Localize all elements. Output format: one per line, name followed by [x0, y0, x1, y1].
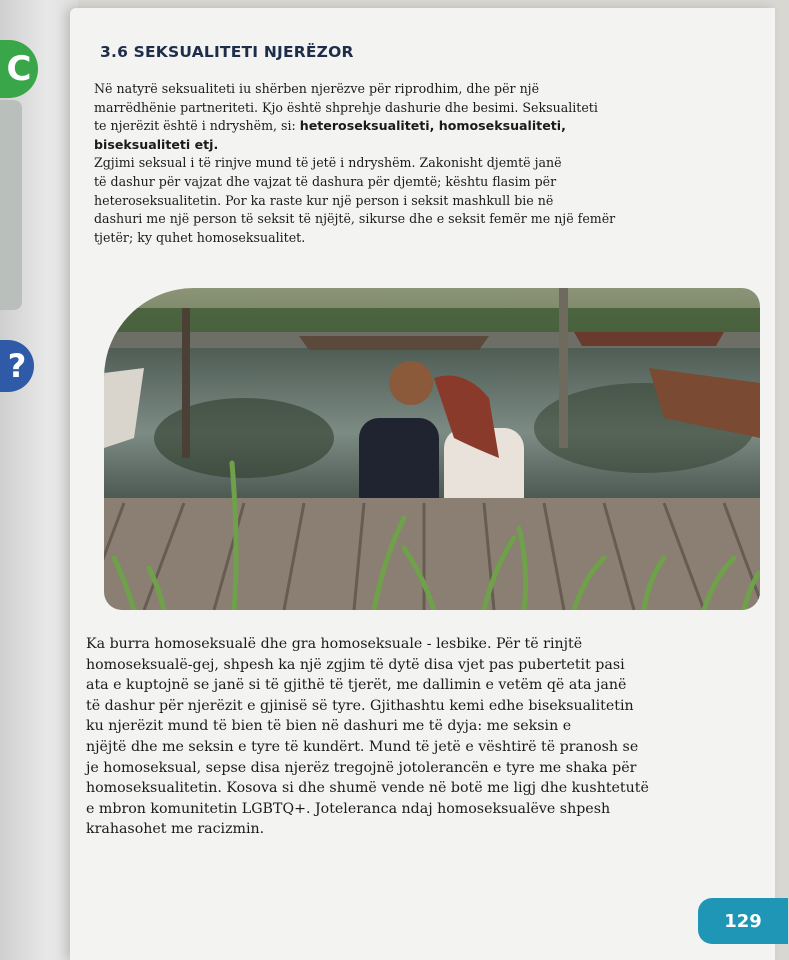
text-line: dashuri me një person të seksit të njëjtë, sikurse dhe e seksit femër me një femër — [94, 211, 616, 227]
man-head — [389, 361, 433, 405]
photo-illustration — [104, 288, 760, 610]
text-line: Zgjimi seksual i të rinjve mund të jetë i ndryshëm. Zakonisht djemtë janë — [94, 155, 562, 171]
text-line: e mbron komunitetin LGBTQ+. Joteleranca ndaj homoseksualëve shpesh — [86, 800, 611, 817]
text-line: tjetër; ky quhet homoseksualitet. — [94, 229, 306, 245]
tab-glyph-icon: C — [6, 49, 32, 89]
text-line — [94, 117, 639, 136]
couple-on-dock-photo — [104, 288, 760, 610]
section-heading: 3.6 SEKSUALITETI NJERËZOR — [100, 43, 354, 61]
boat-far — [299, 336, 489, 350]
bold-terms: heteroseksualiteti, homoseksualiteti, — [299, 118, 566, 134]
text-line: të dashur për njerëzit e gjinisë së tyre. Gjithashtu kemi edhe biseksualitetin — [86, 697, 634, 714]
text-line: të dashur për vajzat dhe vajzat të dashura për djemtë; kështu flasim për — [94, 173, 557, 189]
page-number: 129 — [724, 910, 762, 932]
text-line: njëjtë dhe me seksin e tyre të kundërt. Mund të jetë e vështirë të pranosh se — [86, 738, 639, 755]
intro-paragraph — [94, 80, 639, 247]
mooring-post-right — [559, 288, 568, 448]
text-line: Në natyrë seksualiteti iu shërben njerëzve për riprodhim, dhe për një — [94, 81, 540, 96]
boat-far-right — [574, 332, 724, 346]
body-paragraph — [86, 634, 649, 840]
text-line: ku njerëzit mund të bien të bien në dashuri me të dyja: me seksin e — [86, 718, 572, 735]
text-line: marrëdhënie partneriteti. Kjo është shprehje dashurie dhe besimi. Seksualiteti — [94, 99, 598, 115]
text-line: je homoseksual, sepse disa njerëz tregojnë jotolerancën e tyre me shaka për — [86, 759, 637, 776]
text-line: ata e kuptojnë se janë si të gjithë të tjerët, me dallimin e vetëm që ata janë — [86, 677, 627, 694]
mooring-post — [182, 308, 190, 458]
gray-side-strip — [0, 100, 22, 310]
question-mark-icon: ? — [7, 347, 27, 385]
text-line: heteroseksualitetin. Por ka raste kur një person i seksit mashkull bie në — [94, 192, 554, 208]
text-line-start: te njerëzit është i ndryshëm, si: — [94, 118, 300, 134]
page-number-badge — [698, 898, 788, 944]
text-line: krahasohet me racizmin. — [86, 821, 265, 838]
text-line: homoseksualitetin. Kosova si dhe shumë vende në botë me ligj dhe kushtetutë — [86, 780, 649, 797]
text-line: Ka burra homoseksualë dhe gra homoseksuale - lesbike. Për të rinjtë — [86, 636, 583, 652]
wooden-dock — [104, 498, 760, 610]
bold-terms-line: biseksualiteti etj. — [94, 136, 219, 152]
text-line: homoseksualë-gej, shpesh ka një zgjim të dytë disa vjet pas pubertetit pasi — [86, 656, 625, 673]
